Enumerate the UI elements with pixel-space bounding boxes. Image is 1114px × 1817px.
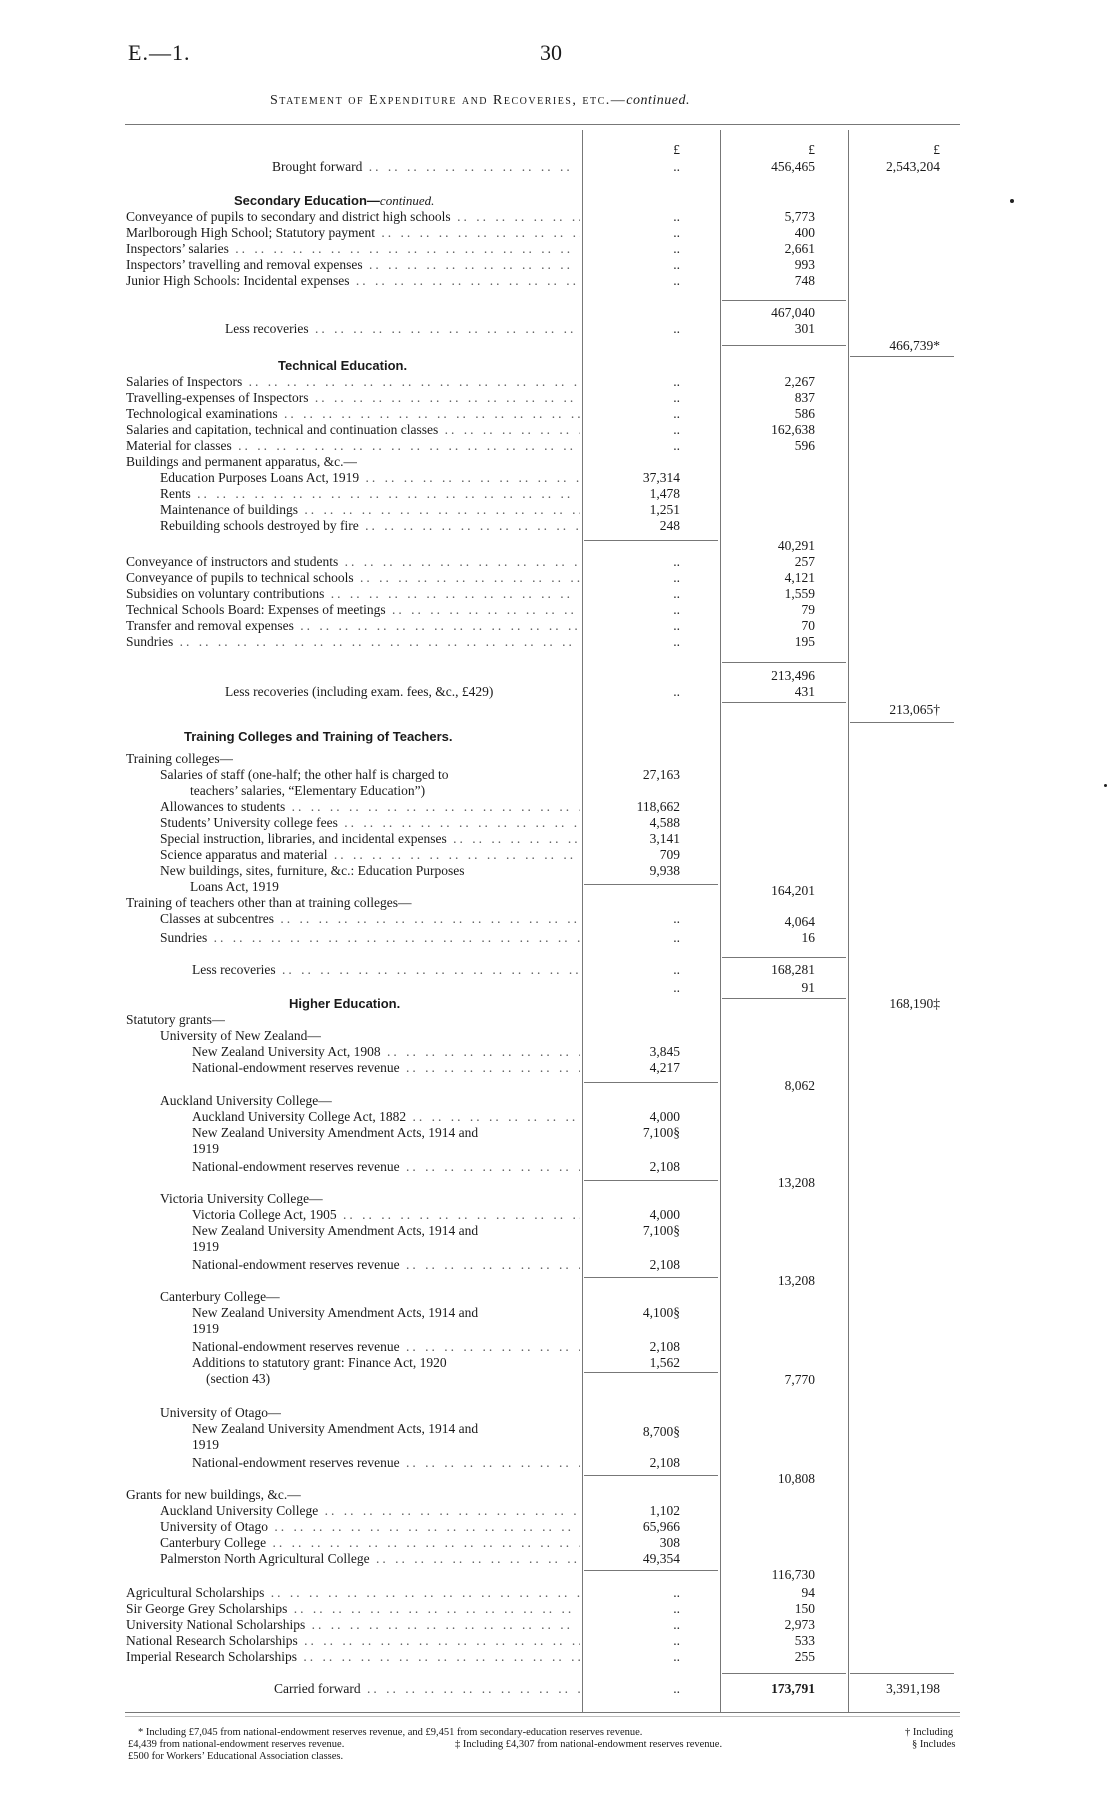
higher-scholarship-label: Agricultural Scholarships .. .. xyxy=(126,1585,580,1601)
higher-grants-total: 116,730 xyxy=(771,1567,815,1582)
higher-victoria-ner-c1: 2,108 xyxy=(649,1257,680,1272)
secondary-less-c1: .. xyxy=(673,321,680,336)
subtotal-rule xyxy=(722,1673,846,1674)
footer-rule xyxy=(125,1712,960,1713)
higher-grant-label: Palmerston North Agricultural College .. .. xyxy=(160,1551,580,1567)
technical-item-c1: .. xyxy=(673,374,680,389)
secondary-net: 466,739* xyxy=(889,338,940,353)
subtotal-rule xyxy=(584,1570,718,1571)
technical-item2-c2: 4,121 xyxy=(784,570,815,585)
higher-victoria-total: 13,208 xyxy=(777,1273,815,1288)
higher-canterbury-amend-line1: New Zealand University Amendment Acts, 1914 and xyxy=(192,1305,479,1320)
brought-forward-label: Brought forward .. .. xyxy=(272,159,580,175)
subtotal-rule xyxy=(722,300,846,301)
training-other-label: Sundries .. .. xyxy=(160,930,580,946)
margin-mark xyxy=(1010,199,1014,203)
higher-grant-label: Canterbury College .. .. xyxy=(160,1535,580,1551)
subtotal-rule xyxy=(584,1277,718,1278)
higher-nz-label: University of New Zealand— xyxy=(160,1028,321,1043)
higher-auckland-amend-line2: 1919 xyxy=(192,1141,219,1156)
technical-item-c2: 162,638 xyxy=(771,422,815,437)
carried-forward-c2: 173,791 xyxy=(771,1681,815,1696)
higher-scholarship-c1: .. xyxy=(673,1601,680,1616)
higher-otago-amend-line2: 1919 xyxy=(192,1437,219,1452)
technical-building-c1: 1,478 xyxy=(649,486,680,501)
subtotal-rule xyxy=(722,345,846,346)
higher-victoria-ner: National-endowment reserves revenue .. .. xyxy=(192,1257,580,1273)
technical-item-c2: 586 xyxy=(794,406,815,421)
training-item-label: Special instruction, libraries, and incidental expenses .. .. xyxy=(160,831,580,847)
technical-building-label: Rebuilding schools destroyed by fire .. .. xyxy=(160,518,580,534)
higher-auckland-amend-line1: New Zealand University Amendment Acts, 1914 and xyxy=(192,1125,479,1140)
technical-item2-c2: 79 xyxy=(801,602,815,617)
higher-auckland-amend-c1: 7,100§ xyxy=(642,1125,680,1140)
technical-building-label: Education Purposes Loans Act, 1919 .. .. xyxy=(160,470,580,486)
higher-nz-item-c1: 3,845 xyxy=(649,1044,680,1059)
higher-scholarship-c1: .. xyxy=(673,1585,680,1600)
higher-otago-ner: National-endowment reserves revenue .. .. xyxy=(192,1455,580,1471)
footer-rule-faint xyxy=(125,1716,960,1717)
training-less-c1b: .. xyxy=(673,980,680,995)
higher-canterbury-ner: National-endowment reserves revenue .. .. xyxy=(192,1339,580,1355)
technical-item2-label: Conveyance of instructors and students .. .. xyxy=(126,554,580,570)
technical-item2-c2: 195 xyxy=(794,634,815,649)
higher-victoria-amend-line1: New Zealand University Amendment Acts, 1914 and xyxy=(192,1223,479,1238)
higher-scholarship-label: University National Scholarships .. .. xyxy=(126,1617,580,1633)
technical-building-c1: 1,251 xyxy=(649,502,680,517)
training-item-label: Allowances to students .. .. xyxy=(160,799,580,815)
secondary-item-label: Junior High Schools: Incidental expenses .. .. xyxy=(126,273,580,289)
subtotal-rule xyxy=(722,662,846,663)
technical-item-label: Technological examinations .. .. xyxy=(126,406,580,422)
subtotal-rule xyxy=(584,1082,718,1083)
subtotal-rule xyxy=(722,957,846,958)
higher-canterbury-label: Canterbury College— xyxy=(160,1289,280,1304)
secondary-less-label: Less recoveries .. .. xyxy=(225,321,580,337)
training-other-c2: 4,064 xyxy=(784,914,815,929)
technical-buildings-label: Buildings and permanent apparatus, &c.— xyxy=(126,454,357,469)
currency-head-2: £ xyxy=(808,142,815,157)
technical-item2-label: Sundries .. .. xyxy=(126,634,580,650)
technical-item-c1: .. xyxy=(673,438,680,453)
footnote-line-2: £4,439 from national-endowment reserves revenue. xyxy=(128,1739,345,1750)
higher-scholarship-c1: .. xyxy=(673,1617,680,1632)
technical-item2-label: Subsidies on voluntary contributions .. .. xyxy=(126,586,580,602)
higher-victoria-amend-c1: 7,100§ xyxy=(642,1223,680,1238)
training-other-c2: 16 xyxy=(801,930,815,945)
higher-scholarship-c1: .. xyxy=(673,1633,680,1648)
higher-auckland-ner: National-endowment reserves revenue .. .. xyxy=(192,1159,580,1175)
higher-auckland-total: 13,208 xyxy=(777,1175,815,1190)
technical-item-label: Salaries of Inspectors .. .. xyxy=(126,374,580,390)
higher-scholarship-label: National Research Scholarships .. .. xyxy=(126,1633,580,1649)
higher-grant-c1: 1,102 xyxy=(649,1503,680,1518)
higher-canterbury-amend-c1: 4,100§ xyxy=(642,1305,680,1320)
column-rule-2 xyxy=(720,130,721,1712)
higher-auckland-act-c1: 4,000 xyxy=(649,1109,680,1124)
subtotal-rule xyxy=(584,884,718,885)
secondary-item-label: Marlborough High School; Statutory payment .. .. xyxy=(126,225,580,241)
document-reference: E.—1. xyxy=(128,40,191,65)
training-newbuild-line2: Loans Act, 1919 xyxy=(190,879,279,894)
higher-canterbury-add-line1: Additions to statutory grant: Finance Act, 1920 xyxy=(192,1355,447,1370)
higher-canterbury-ner-c1: 2,108 xyxy=(649,1339,680,1354)
training-net: 168,190‡ xyxy=(889,996,940,1011)
title-main: Statement of Expenditure and Recoveries, etc.— xyxy=(270,93,627,108)
training-other-c1: .. xyxy=(673,911,680,926)
higher-nz-total: 8,062 xyxy=(784,1078,815,1093)
margin-mark xyxy=(1104,784,1107,787)
training-other-label: Training of teachers other than at training colleges— xyxy=(126,895,412,910)
technical-item2-c1: .. xyxy=(673,602,680,617)
higher-victoria-label: Victoria University College— xyxy=(160,1191,323,1206)
technical-item-label: Material for classes .. .. xyxy=(126,438,580,454)
higher-grant-label: Auckland University College .. .. xyxy=(160,1503,580,1519)
footnote-line-3: £500 for Workers’ Educational Association classes. xyxy=(128,1751,344,1762)
footnote-line-2b: ‡ Including £4,307 from national-endowment reserves revenue. xyxy=(455,1739,723,1750)
higher-heading: Higher Education. xyxy=(289,996,401,1011)
technical-item-label: Salaries and capitation, technical and continuation classes .. .. xyxy=(126,422,580,438)
training-item-c1: 118,662 xyxy=(636,799,680,814)
training-colleges-total: 164,201 xyxy=(771,883,815,898)
secondary-item-c2: 993 xyxy=(794,257,815,272)
technical-item-c2: 837 xyxy=(794,390,815,405)
technical-buildings-total: 40,291 xyxy=(777,538,815,553)
higher-otago-label: University of Otago— xyxy=(160,1405,282,1420)
higher-nz-item-label: New Zealand University Act, 1908 .. .. xyxy=(192,1044,580,1060)
technical-item-c1: .. xyxy=(673,390,680,405)
higher-auckland-ner-c1: 2,108 xyxy=(649,1159,680,1174)
training-item-label: Students’ University college fees .. .. xyxy=(160,815,580,831)
training-item-label: Science apparatus and material .. .. xyxy=(160,847,580,863)
currency-head-1: £ xyxy=(673,142,680,157)
net-rule xyxy=(850,722,954,723)
higher-scholarship-c2: 150 xyxy=(794,1601,815,1616)
currency-head-3: £ xyxy=(933,142,940,157)
secondary-item-label: Inspectors’ travelling and removal expenses .. .. xyxy=(126,257,580,273)
secondary-item-c2: 2,661 xyxy=(784,241,815,256)
technical-item2-c2: 70 xyxy=(801,618,815,633)
technical-heading: Technical Education. xyxy=(278,358,408,373)
training-other-c1: .. xyxy=(673,930,680,945)
page-number: 30 xyxy=(540,40,562,65)
higher-grant-c1: 49,354 xyxy=(642,1551,680,1566)
higher-canterbury-add-c1: 1,562 xyxy=(649,1355,680,1370)
subtotal-rule xyxy=(584,1180,718,1181)
secondary-item-c1: .. xyxy=(673,273,680,288)
training-salaries-c1: 27,163 xyxy=(642,767,680,782)
higher-grant-c1: 65,966 xyxy=(642,1519,680,1534)
higher-victoria-amend-line2: 1919 xyxy=(192,1239,219,1254)
secondary-item-c1: .. xyxy=(673,209,680,224)
training-heading: Training Colleges and Training of Teachers. xyxy=(184,729,453,744)
technical-less-label: Less recoveries (including exam. fees, &c., £429) xyxy=(225,684,494,699)
training-item-c1: 4,588 xyxy=(649,815,680,830)
carried-forward-c3: 3,391,198 xyxy=(886,1681,940,1696)
column-rule-1 xyxy=(582,130,583,1712)
higher-scholarship-c2: 255 xyxy=(794,1649,815,1664)
brought-forward-c2: 456,465 xyxy=(771,159,815,174)
higher-auckland-act: Auckland University College Act, 1882 .. .. xyxy=(192,1109,580,1125)
technical-item-c2: 2,267 xyxy=(784,374,815,389)
higher-nz-item-c1: 4,217 xyxy=(649,1060,680,1075)
subtotal-rule xyxy=(722,998,846,999)
technical-item2-c1: .. xyxy=(673,634,680,649)
net-rule xyxy=(850,1673,954,1674)
higher-otago-amend-c1: 8,700§ xyxy=(642,1424,680,1439)
higher-auckland-label: Auckland University College— xyxy=(160,1093,332,1108)
higher-scholarship-c2: 2,973 xyxy=(784,1617,815,1632)
title-rule xyxy=(125,124,960,125)
technical-item-c2: 596 xyxy=(794,438,815,453)
secondary-heading-cont: continued. xyxy=(379,193,435,208)
technical-total: 213,496 xyxy=(771,668,815,683)
technical-item2-c1: .. xyxy=(673,570,680,585)
technical-item2-label: Transfer and removal expenses .. .. xyxy=(126,618,580,634)
secondary-item-c2: 748 xyxy=(794,273,815,288)
higher-scholarship-c2: 94 xyxy=(801,1585,815,1600)
technical-item2-c1: .. xyxy=(673,618,680,633)
higher-victoria-act-c1: 4,000 xyxy=(649,1207,680,1222)
technical-item2-label: Conveyance of pupils to technical schools .. .. xyxy=(126,570,580,586)
higher-nz-item-label: National-endowment reserves revenue .. .. xyxy=(192,1060,580,1076)
training-salaries-line1: Salaries of staff (one-half; the other half is charged to xyxy=(160,767,449,782)
higher-otago-total: 10,808 xyxy=(777,1471,815,1486)
technical-item-c1: .. xyxy=(673,422,680,437)
higher-canterbury-amend-line2: 1919 xyxy=(192,1321,219,1336)
footnote-line-2c: § Includes xyxy=(912,1739,956,1750)
secondary-less-c2: 301 xyxy=(794,321,815,336)
subtotal-rule xyxy=(584,1372,718,1373)
subtotal-rule xyxy=(584,1475,718,1476)
brought-forward-c1: .. xyxy=(673,159,680,174)
secondary-item-label: Inspectors’ salaries .. .. xyxy=(126,241,580,257)
higher-grant-c1: 308 xyxy=(659,1535,680,1550)
secondary-heading-text: Secondary Education— xyxy=(234,193,380,208)
training-item-c1: 3,141 xyxy=(649,831,680,846)
higher-statutory-label: Statutory grants— xyxy=(126,1012,226,1027)
technical-less-c2: 431 xyxy=(794,684,815,699)
training-newbuild-c1: 9,938 xyxy=(649,863,680,878)
training-newbuild-line1: New buildings, sites, furniture, &c.: Education Purposes xyxy=(160,863,465,878)
secondary-item-c1: .. xyxy=(673,225,680,240)
higher-grant-label: University of Otago .. .. xyxy=(160,1519,580,1535)
higher-scholarship-c2: 533 xyxy=(794,1633,815,1648)
higher-otago-amend-line1: New Zealand University Amendment Acts, 1914 and xyxy=(192,1421,479,1436)
higher-grants-label: Grants for new buildings, &c.— xyxy=(126,1487,301,1502)
higher-canterbury-total: 7,770 xyxy=(784,1372,815,1387)
training-other-label: Classes at subcentres .. .. xyxy=(160,911,580,927)
carried-forward-label: Carried forward .. .. xyxy=(274,1681,580,1697)
technical-building-label: Rents .. .. xyxy=(160,486,580,502)
net-rule xyxy=(850,356,954,357)
title-continued: continued. xyxy=(626,93,690,108)
secondary-item-label: Conveyance of pupils to secondary and district high schools .. .. xyxy=(126,209,580,225)
statement-title xyxy=(0,93,960,109)
higher-canterbury-add-line2: (section 43) xyxy=(206,1371,271,1386)
higher-scholarship-c1: .. xyxy=(673,1649,680,1664)
training-less-c2: 91 xyxy=(801,980,815,995)
secondary-total: 467,040 xyxy=(771,305,815,320)
higher-victoria-act: Victoria College Act, 1905 .. .. xyxy=(192,1207,580,1223)
training-colleges-label: Training colleges— xyxy=(126,751,234,766)
column-rule-3 xyxy=(848,130,849,1712)
training-item-c1: 709 xyxy=(659,847,680,862)
higher-otago-ner-c1: 2,108 xyxy=(649,1455,680,1470)
training-less-c1: .. xyxy=(673,962,680,977)
higher-scholarship-label: Imperial Research Scholarships .. .. xyxy=(126,1649,580,1665)
technical-net: 213,065† xyxy=(889,702,940,717)
technical-item-label: Travelling-expenses of Inspectors .. .. xyxy=(126,390,580,406)
training-less-label: Less recoveries .. .. xyxy=(192,962,580,978)
brought-forward-c3: 2,543,204 xyxy=(886,159,940,174)
technical-item-c1: .. xyxy=(673,406,680,421)
carried-forward-c1: .. xyxy=(673,1681,680,1696)
technical-item2-c2: 1,559 xyxy=(784,586,815,601)
secondary-item-c2: 5,773 xyxy=(784,209,815,224)
footnote-line-1: * Including £7,045 from national-endowment reserves revenue, and £9,451 from secondary-education reserves revenue. xyxy=(138,1727,643,1738)
secondary-item-c1: .. xyxy=(673,257,680,272)
technical-less-c1: .. xyxy=(673,684,680,699)
technical-item2-c1: .. xyxy=(673,554,680,569)
training-total: 168,281 xyxy=(771,962,815,977)
footnote-line-1b: † Including xyxy=(905,1727,954,1738)
technical-item2-c2: 257 xyxy=(794,554,815,569)
technical-building-label: Maintenance of buildings .. .. xyxy=(160,502,580,518)
subtotal-rule xyxy=(584,540,718,541)
technical-building-c1: 37,314 xyxy=(642,470,680,485)
technical-item2-c1: .. xyxy=(673,586,680,601)
secondary-item-c1: .. xyxy=(673,241,680,256)
higher-scholarship-label: Sir George Grey Scholarships .. .. xyxy=(126,1601,580,1617)
secondary-heading xyxy=(234,193,434,209)
technical-building-c1: 248 xyxy=(659,518,680,533)
technical-item2-label: Technical Schools Board: Expenses of meetings .. .. xyxy=(126,602,580,618)
secondary-item-c2: 400 xyxy=(794,225,815,240)
subtotal-rule xyxy=(722,702,846,703)
training-salaries-line2: teachers’ salaries, “Elementary Education”) xyxy=(190,783,426,798)
